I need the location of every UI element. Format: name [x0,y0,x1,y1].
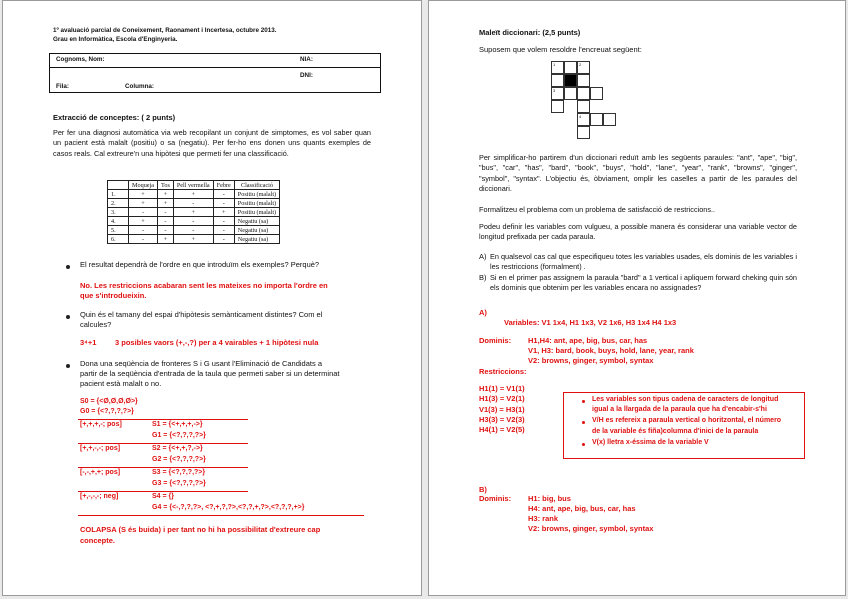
answer-2-formula: 3⁴+1 [80,338,97,347]
table-cell: + [129,190,158,199]
question-3-line2: partir de la seqüència d'entrada de la taula que permeti saber si un determinat [80,369,340,378]
bullet-icon [582,421,585,424]
separator-line [78,515,364,516]
separator-line [78,467,248,468]
note-line: Les variables son tipus cadena de caracters de longitud [592,396,779,403]
domain-b-line: V2: browns, ginger, symbol, syntax [528,524,654,533]
column-label: Columna: [125,83,155,90]
intro-paragraph: Per fer una diagnosi automàtica via web recopilant un conjunt de simptomes, es vol saber quan un pacient està malalt (positiu) o sa (negatiu). Per fer-ho ens donen uns quants exemples de casos reals. Cal extreure'n una hipòtesi que permeti fer una classificació. [53,128,371,158]
domain-line: H1,H4: ant, ape, big, bus, car, has [528,336,648,345]
answer-2-text: 3 posibles vaors (+,-,?) per a 4 vairables + 1 hipòtesi nula [115,338,319,347]
clue-number: 1 [553,62,556,67]
table-cell: - [173,217,213,226]
table-cell: - [213,217,234,226]
formalize-paragraph: Formalitzeu el problema com un problema de satisfacció de restriccions.. [479,205,716,214]
bullet-icon [66,364,70,368]
bullet-icon [66,315,70,319]
restriction-line: H3(3) = V2(3) [479,415,525,424]
name-label: Cognoms, Nom: [56,56,105,63]
right-section-title: Maleït diccionari: (2,5 punts) [479,28,581,37]
table-cell: 4. [108,217,129,226]
table-cell: 5. [108,226,129,235]
table-row [108,217,280,226]
table-cell: - [213,199,234,208]
table-cell: Negatiu (sa) [234,217,279,226]
table-header-row [108,181,280,190]
table-row [108,190,280,199]
table-header: Classificació [234,181,279,190]
answer-b-label: B) [479,485,487,494]
step-g-boundary: G3 = {<?,?,?,?>} [152,480,206,487]
table-header [108,181,129,190]
bullet-icon [582,400,585,403]
step-g-boundary: G4 = {<-,?,?,?>, <?,+,?,?>,<?,?,+,?>,<?,?,?,+>} [152,504,305,511]
question-1: El resultat dependrà de l'ordre en que introduïm els exemples? Perquè? [80,260,320,269]
table-header: Moqueja [129,181,158,190]
collapse-line1: COLAPSA (S és buida) i per tant no hi ha possibilitat d'extreure cap [80,525,321,534]
s0-boundary: S0 = {<Ø,Ø,Ø,Ø>} [80,398,138,405]
table-cell: + [129,217,158,226]
domains-label: Dominis: [479,336,512,345]
answer-1-line1: No. Les restriccions acabaran sent les mateixes no importa l'ordre en [80,281,328,290]
step-g-boundary: G2 = {<?,?,?,?>} [152,456,206,463]
clue-number: 4 [579,114,582,119]
question-a-marker: A) [479,252,487,261]
clue-number: 3 [553,88,556,93]
table-cell: 2. [108,199,129,208]
table-cell: Positiu (malalt) [234,190,279,199]
table-cell: - [129,208,158,217]
right-page [428,0,846,596]
bullet-icon [582,443,585,446]
table-cell: - [158,208,174,217]
symptom-table [107,180,280,244]
table-cell: + [173,208,213,217]
table-row [108,208,280,217]
step-s-boundary: S2 = {<+,+,?,->} [152,445,203,452]
dni-label: DNI: [300,72,313,79]
step-example: [+,+,+,-; pos] [80,421,122,428]
note-line: V(x) lletra x-éssima de la variable V [592,439,709,446]
table-row [108,226,280,235]
table-row [108,235,280,244]
step-s-boundary: S4 = {} [152,493,174,500]
table-cell: 1. [108,190,129,199]
dictionary-paragraph: Per simplificar-ho partirem d'un diccionari reduït amb les següents paraules: "ant", "ape", "big", "bus", "car", "has", "bard", "book", "buys", "hold", "lane", "year", "rank", "browns", "ginger", "symbol", "syntax". L'objectiu és, òbviament, omplir les caselles a partir de les paraules del diccionari. [479,153,797,194]
step-g-boundary: G1 = {<?,?,?,?>} [152,432,206,439]
restriction-line: H1(3) = V2(1) [479,394,525,403]
exam-header-line1: 1º avaluació parcial de Coneixement, Raonament i Incertesa, octubre 2013. [53,27,277,34]
step-example: [-,-,+,+; pos] [80,469,121,476]
table-header: Pell vermella [173,181,213,190]
exam-header-line2: Grau en Informàtica, Escola d'Enginyeria. [53,36,178,43]
table-cell: + [173,190,213,199]
table-cell: 3. [108,208,129,217]
question-2-line1: Quin és el tamany del espai d'hipòtesis semànticament distintes? Com el [80,310,323,319]
collapse-line2: concepte. [80,536,116,545]
table-cell: + [173,235,213,244]
table-cell: 6. [108,235,129,244]
nia-label: NIA: [300,56,313,63]
table-cell: - [129,226,158,235]
table-cell: Positiu (malalt) [234,208,279,217]
table-cell: - [129,235,158,244]
row-label: Fila: [56,83,69,90]
step-s-boundary: S3 = {<?,?,?,?>} [152,469,206,476]
variables-answer: Variables: V1 1x4, H1 1x3, V2 1x6, H3 1x4 H4 1x3 [504,318,677,327]
table-header: Tos [158,181,174,190]
table-row [108,199,280,208]
domain-line: V2: browns, ginger, symbol, syntax [528,356,654,365]
table-cell: + [158,190,174,199]
table-cell: - [158,226,174,235]
clue-number: 2 [579,62,582,67]
restriction-line: V1(3) = H3(1) [479,405,525,414]
answer-1-line2: que s'introdueixin. [80,291,147,300]
step-s-boundary: S1 = {<+,+,+,->} [152,421,203,428]
answer-a-label: A) [479,308,487,317]
table-cell: - [173,226,213,235]
table-cell: Positiu (malalt) [234,199,279,208]
note-line: de la variable és fiña)columna d'inici de la paraula [592,428,759,435]
table-cell: - [158,217,174,226]
section-title: Extracció de conceptes: ( 2 punts) [53,113,176,122]
restrictions-label: Restriccions: [479,367,527,376]
table-header: Febre [213,181,234,190]
restriction-line: H4(1) = V2(5) [479,425,525,434]
note-line: V/H es refereix a paraula vertical o horitzontal, el número [592,417,782,424]
separator-line [78,443,248,444]
table-cell: Negatiu (sa) [234,226,279,235]
note-line: igual a la llargada de la paraula que ha d'encabir-s'hi [592,406,767,413]
table-cell: - [213,190,234,199]
table-cell: - [213,235,234,244]
question-3-line1: Dona una seqüència de fronteres S i G usant l'Eliminació de Candidats a [80,359,322,368]
question-3-line3: pacient està malalt o no. [80,379,162,388]
separator-line [78,491,248,492]
variables-paragraph: Podeu definir les variables com vulgueu, a possible manera és considerar una variable vector de longitud prefixada per cada paraula. [479,222,797,242]
question-b-marker: B) [479,273,487,282]
separator-line [78,419,248,420]
domain-b-line: H3: rank [528,514,559,523]
domains-b-label: Dominis: [479,494,512,503]
question-2-line2: calcules? [80,320,112,329]
bullet-icon [66,265,70,269]
domain-b-line: H4: ant, ape, big, bus, car, has [528,504,636,513]
g0-boundary: G0 = {<?,?,?,?>} [80,408,134,415]
table-cell: + [158,199,174,208]
restriction-line: H1(1) = V1(1) [479,384,525,393]
table-cell: - [173,199,213,208]
step-example: [+,-,-,-; neg] [80,493,119,500]
question-a: En qualsevol cas cal que especifiqueu totes les variables usades, els dominis de les variables i les restriccions (formalment) . [490,252,797,272]
table-cell: + [213,208,234,217]
table-cell: - [213,226,234,235]
question-b: Si en el primer pas assignem la paraula "bard" a 1 vertical i apliquem forward cheking quin són els dominis que obtenim per les variables encara no assignades? [490,273,797,293]
step-example: [+,+,-,-; pos] [80,445,121,452]
domain-line: V1, H3: bard, book, buys, hold, lane, year, rank [528,346,694,355]
table-cell: + [129,199,158,208]
crossword-intro: Suposem que volem resoldre l'encreuat següent: [479,45,642,54]
table-cell: Negatiu (sa) [234,235,279,244]
table-cell: + [158,235,174,244]
domain-b-line: H1: big, bus [528,494,571,503]
